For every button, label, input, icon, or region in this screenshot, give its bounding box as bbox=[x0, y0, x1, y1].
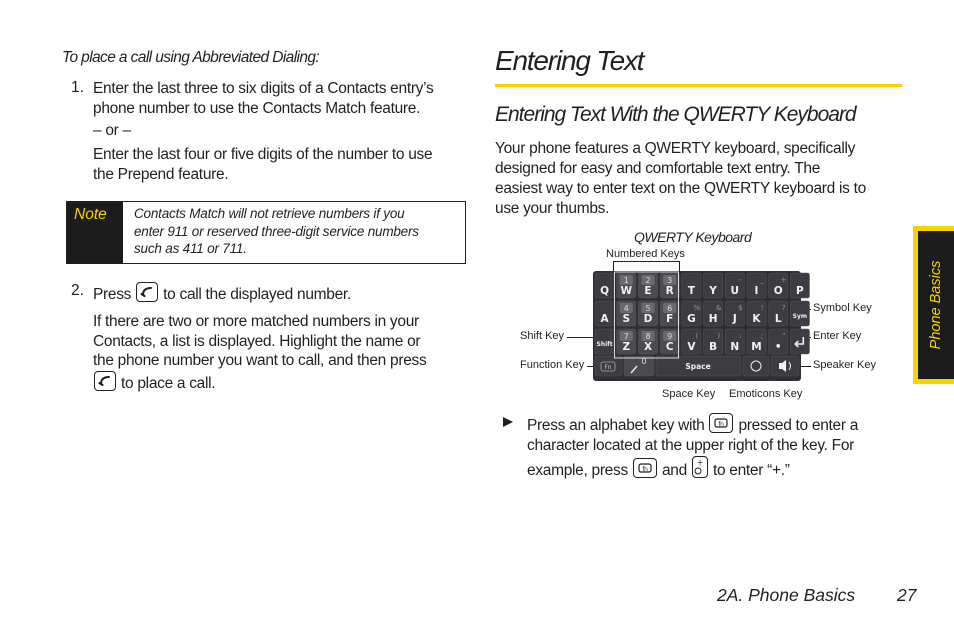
svg-text:fn: fn bbox=[642, 466, 648, 473]
bullet-text: Press an alphabet key with fn pressed to enter a character located at the upper right of the key. For example, press fn and + to enter “+.” bbox=[527, 413, 897, 481]
footer-page-number: 27 bbox=[897, 585, 917, 605]
label-emoticons-key: Emoticons Key bbox=[729, 388, 803, 400]
keyboard-key-label: X bbox=[643, 341, 653, 353]
keyboard-number-label: 3 bbox=[667, 276, 673, 285]
leader-shift bbox=[567, 337, 595, 338]
keyboard-key-label: O bbox=[773, 285, 783, 297]
function-key-icon bbox=[709, 413, 733, 433]
keyboard-emoticon-key bbox=[743, 356, 769, 376]
keyboard-key-label: P bbox=[796, 285, 804, 297]
keyboard-key-label: Sym bbox=[792, 313, 808, 320]
keyboard-key-label: Q bbox=[600, 285, 610, 297]
step-1-number: 1. bbox=[71, 79, 84, 96]
keyboard-key-label: N bbox=[730, 341, 740, 353]
note-box bbox=[66, 201, 466, 264]
keyboard-number-label: 1 bbox=[623, 276, 629, 285]
talk-key-icon bbox=[94, 371, 116, 391]
keyboard-key-label: R bbox=[665, 285, 674, 297]
footer-section: 2A. Phone Basics bbox=[717, 585, 856, 605]
keyboard-key-label: • bbox=[774, 341, 782, 353]
side-tab bbox=[913, 226, 954, 384]
keyboard-number-label: 5 bbox=[645, 304, 651, 313]
keyboard-key-label: Shift bbox=[596, 341, 613, 348]
keyboard-key-label: B bbox=[709, 341, 718, 353]
qwerty-keyboard-image bbox=[593, 271, 808, 381]
section-subtitle: Entering Text With the QWERTY Keyboard bbox=[495, 103, 856, 126]
keyboard-key-label: L bbox=[774, 313, 782, 325]
note-text: Contacts Match will not retrieve numbers if you enter 911 or reserved three-digit service numbers such as 411 or 711. bbox=[134, 206, 419, 256]
keyboard-number-label: 7 bbox=[623, 332, 629, 341]
keyboard-symbol-label: $ bbox=[738, 304, 743, 312]
label-function-key: Function Key bbox=[520, 359, 585, 371]
keyboard-symbol-label: & bbox=[715, 304, 722, 312]
keyboard-number-label: 8 bbox=[645, 332, 651, 341]
keyboard-symbol-label: _ bbox=[760, 276, 764, 284]
keyboard-symbol-label: ; bbox=[760, 332, 764, 340]
keyboard-key-label: D bbox=[643, 313, 653, 325]
title-rule bbox=[495, 84, 902, 87]
page-title: Entering Text bbox=[495, 45, 644, 76]
keyboard-symbol-label: + bbox=[780, 276, 787, 284]
keyboard-symbol-label: : bbox=[739, 332, 742, 340]
keyboard-symbol-label: % bbox=[693, 304, 701, 312]
keyboard-symbol-label: ( bbox=[695, 332, 699, 340]
keyboard-number-label: 4 bbox=[623, 304, 629, 313]
label-numbered-keys: Numbered Keys bbox=[606, 248, 685, 260]
keyboard-key-label: F bbox=[666, 313, 674, 325]
label-speaker-key: Speaker Key bbox=[813, 359, 876, 371]
keyboard-number-label: 2 bbox=[645, 276, 651, 285]
intro-paragraph: Your phone features a QWERTY keyboard, specifically designed for easy and comfortable text entry. The easiest way to enter text on the QWERTY keyboard is to use your thumbs. bbox=[495, 140, 866, 217]
note-label-tab bbox=[67, 202, 123, 263]
keyboard-symbol-label: " bbox=[782, 332, 786, 340]
keyboard-space-label: Space bbox=[685, 362, 711, 371]
keyboard-zero-label: 0 bbox=[641, 357, 647, 366]
figure-title: QWERTY Keyboard bbox=[634, 229, 752, 245]
step-1-or: – or – bbox=[93, 122, 131, 139]
keyboard-key-label: T bbox=[687, 285, 695, 297]
keyboard-key-label: S bbox=[622, 313, 631, 325]
side-tab-inner bbox=[918, 231, 954, 379]
keyboard-key bbox=[790, 329, 809, 354]
talk-key-icon bbox=[136, 282, 158, 302]
side-tab-label: Phone Basics bbox=[928, 260, 944, 350]
keyboard-key-label: U bbox=[730, 285, 740, 297]
label-shift-key: Shift Key bbox=[520, 330, 565, 342]
keyboard-zero-key bbox=[624, 356, 654, 376]
function-key-icon bbox=[633, 458, 657, 478]
step-2-text: Press to call the displayed number. bbox=[93, 282, 351, 305]
note-label: Note bbox=[74, 206, 107, 223]
keyboard-key-label: Y bbox=[709, 285, 717, 297]
keyboard-key-label: K bbox=[752, 313, 761, 325]
keyboard-symbol-label: ? bbox=[781, 304, 786, 312]
bullet-arrow-icon bbox=[502, 416, 514, 428]
step-2-number: 2. bbox=[71, 282, 84, 299]
keyboard-number-label: 9 bbox=[667, 332, 673, 341]
abbreviated-dialing-heading: To place a call using Abbreviated Dialing: bbox=[62, 49, 320, 66]
keyboard-key-label: Z bbox=[622, 341, 631, 353]
keyboard-key-label: G bbox=[687, 313, 696, 325]
leader-numbered-top bbox=[613, 261, 680, 262]
keyboard-key-label: H bbox=[708, 313, 718, 325]
keyboard-key-label: I bbox=[754, 285, 759, 297]
keyboard-key-label: E bbox=[644, 285, 652, 297]
label-symbol-key: Symbol Key bbox=[813, 302, 872, 314]
keyboard-key-label: V bbox=[687, 341, 696, 353]
keyboard-key-label: W bbox=[620, 285, 633, 297]
label-space-key: Space Key bbox=[662, 388, 716, 400]
step-1-text: Enter the last three to six digits of a Contacts entry’s phone number to use the Contacts Match feature. bbox=[93, 80, 434, 117]
keyboard-key-label: C bbox=[665, 341, 674, 353]
step-1-alt-text: Enter the last four or five digits of the number to use the Prepend feature. bbox=[93, 146, 433, 183]
keyboard-number-label: 6 bbox=[667, 304, 673, 313]
keyboard-key-label: A bbox=[600, 313, 609, 325]
keyboard-symbol-label: ! bbox=[760, 304, 764, 312]
keyboard-symbol-label: - bbox=[739, 276, 742, 284]
svg-text:+: + bbox=[696, 458, 704, 467]
keyboard-key-label: M bbox=[751, 341, 762, 353]
label-enter-key: Enter Key bbox=[813, 330, 862, 342]
keyboard-fn-label: Fn bbox=[604, 364, 612, 371]
keyboard-key-label: J bbox=[732, 313, 737, 325]
svg-text:fn: fn bbox=[718, 421, 725, 428]
step-2-paragraph: If there are two or more matched numbers in your Contacts, a list is displayed. Highlight the name or the phone number you want to call, and then press to place a call. bbox=[93, 313, 427, 392]
o-plus-key-icon bbox=[692, 456, 708, 478]
keyboard-symbol-label: ) bbox=[717, 332, 721, 340]
